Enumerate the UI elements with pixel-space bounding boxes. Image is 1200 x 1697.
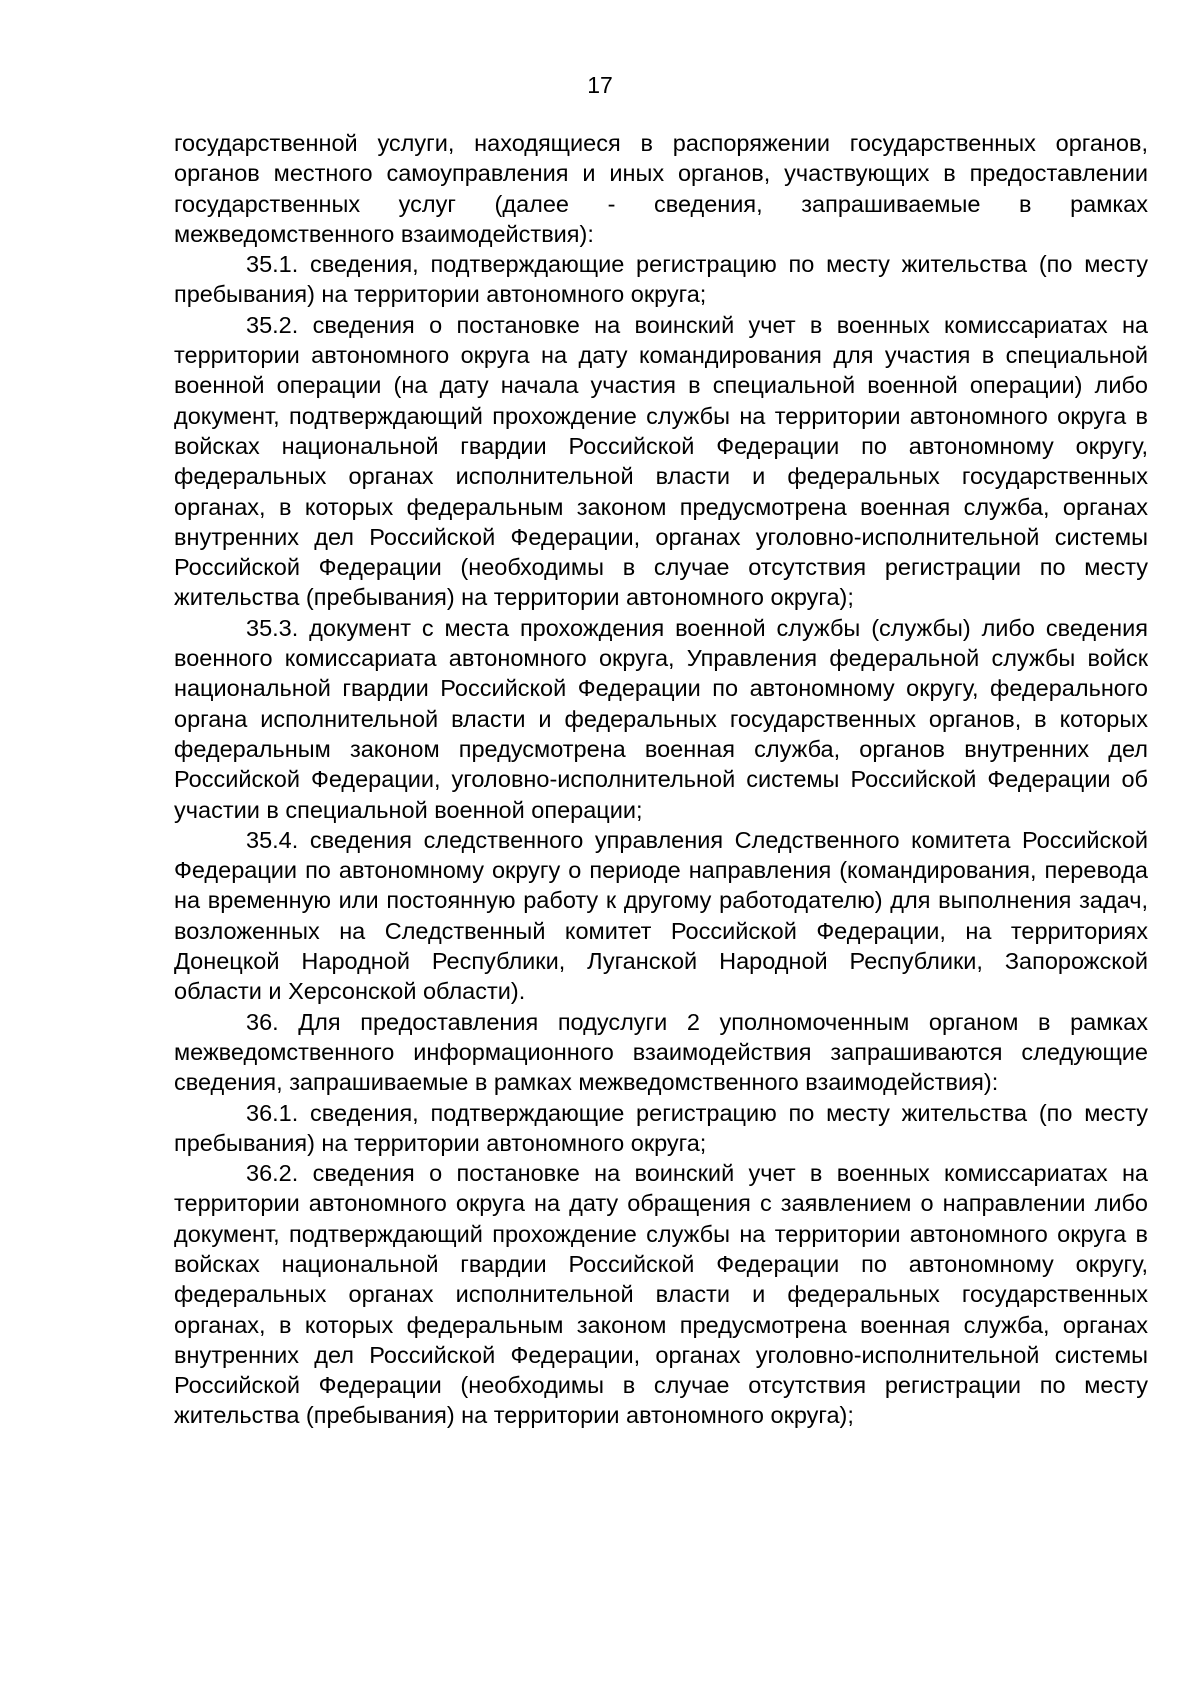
paragraph-36-2: 36.2. сведения о постановке на воинский учет в военных комиссариатах на территории автономного округа на дату обращения с заявлением о направлении либо документ, подтверждающий прохождение службы на территории автономного округа в войсках национальной гвардии Российской Федерации по автономному округу, федеральных органах исполнительной власти и федеральных государственных органах, в которых федеральным законом предусмотрена военная служба, органах внутренних дел Российской Федерации, органах уголовно-исполнительной системы Российской Федерации (необходимы в случае отсутствия регистрации по месту жительства (пребывания) на территории автономного округа); bbox=[174, 1160, 1148, 1429]
paragraph-35-2: 35.2. сведения о постановке на воинский учет в военных комиссариатах на территории автономного округа на дату командирования для участия в специальной военной операции (на дату начала участия в специальной военной операции) либо документ, подтверждающий прохождение службы на территории автономного округа в войсках национальной гвардии Российской Федерации по автономному округу, федеральных органах исполнительной власти и федеральных государственных органах, в которых федеральным законом предусмотрена военная служба, органах внутренних дел Российской Федерации, органах уголовно-исполнительной системы Российской Федерации (необходимы в случае отсутствия регистрации по месту жительства (пребывания) на территории автономного округа); bbox=[174, 311, 1148, 611]
page-number: 17 bbox=[587, 72, 613, 98]
paragraph-35-1: 35.1. сведения, подтверждающие регистрацию по месту жительства (по месту пребывания) на территории автономного округа; bbox=[174, 251, 1148, 308]
paragraph-35-4: 35.4. сведения следственного управления Следственного комитета Российской Федерации по автономному округу о периоде направления (командирования, перевода на временную или постоянную работу к другому работодателю) для выполнения задач, возложенных на Следственный комитет Российской Федерации, на территориях Донецкой Народной Республики, Луганской Народной Республики, Запорожской области и Херсонской области). bbox=[174, 826, 1148, 1005]
document-body bbox=[174, 128, 1148, 1431]
paragraph-36: 36. Для предоставления подуслуги 2 уполномоченным органом в рамках межведомственного информационного взаимодействия запрашиваются следующие сведения, запрашиваемые в рамках межведомственного взаимодействия): bbox=[174, 1008, 1148, 1096]
paragraph-36-1: 36.1. сведения, подтверждающие регистрацию по месту жительства (по месту пребывания) на территории автономного округа; bbox=[174, 1099, 1148, 1156]
paragraph-35-3: 35.3. документ с места прохождения военной службы (службы) либо сведения военного комиссариата автономного округа, Управления федеральной службы войск национальной гвардии Российской Федерации по автономному округу, федерального органа исполнительной власти и федеральных государственных органов, в которых федеральным законом предусмотрена военная служба, органов внутренних дел Российской Федерации, уголовно-исполнительной системы Российской Федерации об участии в специальной военной операции; bbox=[174, 614, 1148, 823]
paragraph-services-intro: государственной услуги, находящиеся в распоряжении государственных органов, органов местного самоуправления и иных органов, участвующих в предоставлении государственных услуг (далее - сведения, запрашиваемые в рамках межведомственного взаимодействия): bbox=[174, 130, 1148, 247]
